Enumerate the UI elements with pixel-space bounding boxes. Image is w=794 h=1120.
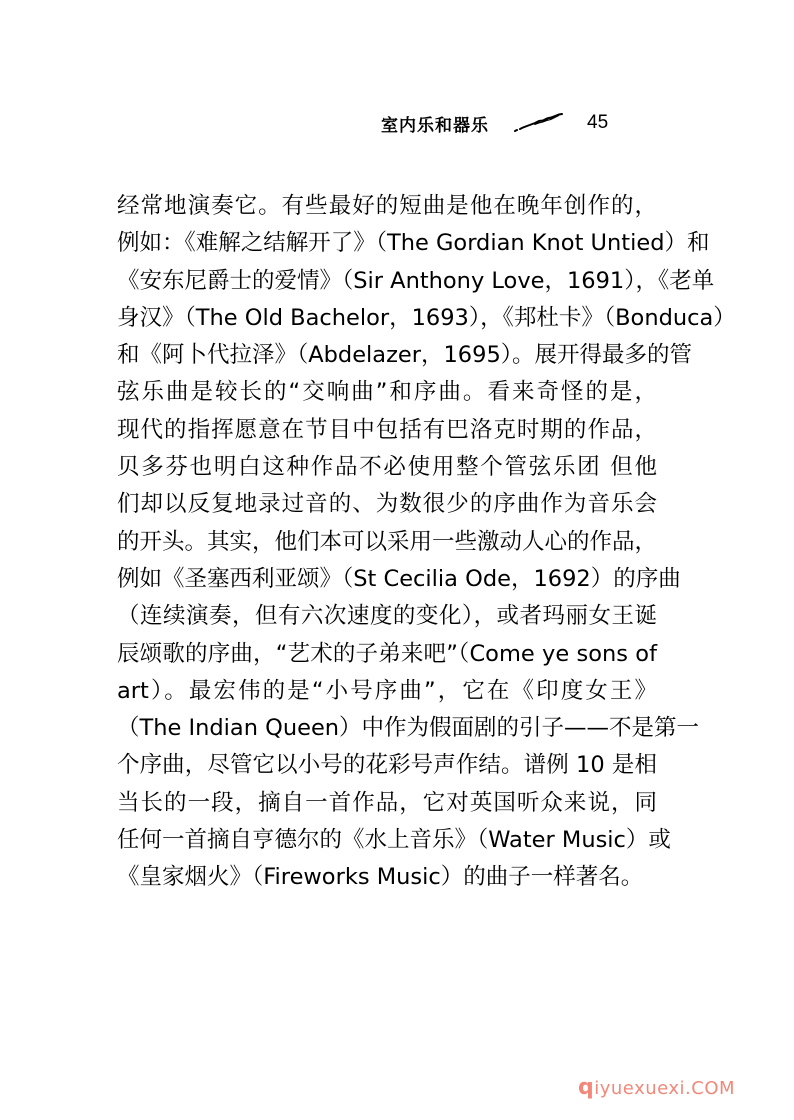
text-line: 的开头。其实，他们本可以采用一些激动人心的作品，: [117, 528, 658, 555]
running-header: [381, 108, 661, 138]
text-line: 们却以反复地录过音的、为数很少的序曲作为音乐会: [117, 491, 657, 518]
text-line: 身汉》（The Old Bachelor，1693），《邦杜卡》（Bonduca）: [117, 304, 736, 331]
text-line: 例如《圣塞西利亚颂》（St Cecilia Ode，1692）的序曲: [117, 565, 681, 592]
text-line: 例如：《难解之结解开了》（The Gordian Knot Untied）和: [117, 230, 710, 257]
page-number: 45: [587, 112, 609, 133]
text-line: 当长的一段，摘自一首作品，它对英国听众来说，同: [117, 789, 657, 816]
text-line: 个序曲，尽管它以小号的花彩号声作结。谱例 10 是相: [117, 752, 657, 779]
text-line: （连续演奏，但有六次速度的变化），或者玛丽女王诞: [117, 603, 657, 630]
chapter-title: 室内乐和器乐: [381, 115, 489, 136]
text-line: 贝多芬也明白这种作品不必使用整个管弦乐团 但他: [117, 454, 657, 481]
text-line: 任何一首摘自亨德尔的《水上音乐》（Water Music）或: [117, 827, 671, 854]
text-line: （The Indian Queen）中作为假面剧的引子——不是第一: [117, 715, 700, 742]
body-paragraph: [117, 188, 736, 897]
quill-ornament-icon: [513, 112, 565, 134]
text-line: 现代的指挥愿意在节目中包括有巴洛克时期的作品，: [117, 416, 657, 443]
text-line: 和《阿卜代拉泽》（Abdelazer，1695）。展开得最多的管: [117, 342, 693, 369]
text-line: 《皇家烟火》（Fireworks Music）的曲子一样著名。: [117, 864, 644, 891]
text-line: 经常地演奏它。有些最好的短曲是他在晚年创作的，: [117, 193, 657, 219]
watermark-initial: q: [578, 1075, 595, 1100]
text-line: 《安东尼爵士的爱情》（Sir Anthony Love，1691），《老单: [117, 267, 715, 294]
watermark-text: iyuexuexi.COM: [594, 1078, 736, 1099]
site-watermark: [578, 1075, 735, 1100]
text-line: 弦乐曲是较长的“交响曲”和序曲。看来奇怪的是，: [117, 379, 657, 406]
text-line: art）。最宏伟的是“小号序曲”，它在《印度女王》: [117, 677, 657, 704]
text-line: 辰颂歌的序曲，“艺术的子弟来吧”（Come ye sons of: [117, 640, 657, 667]
